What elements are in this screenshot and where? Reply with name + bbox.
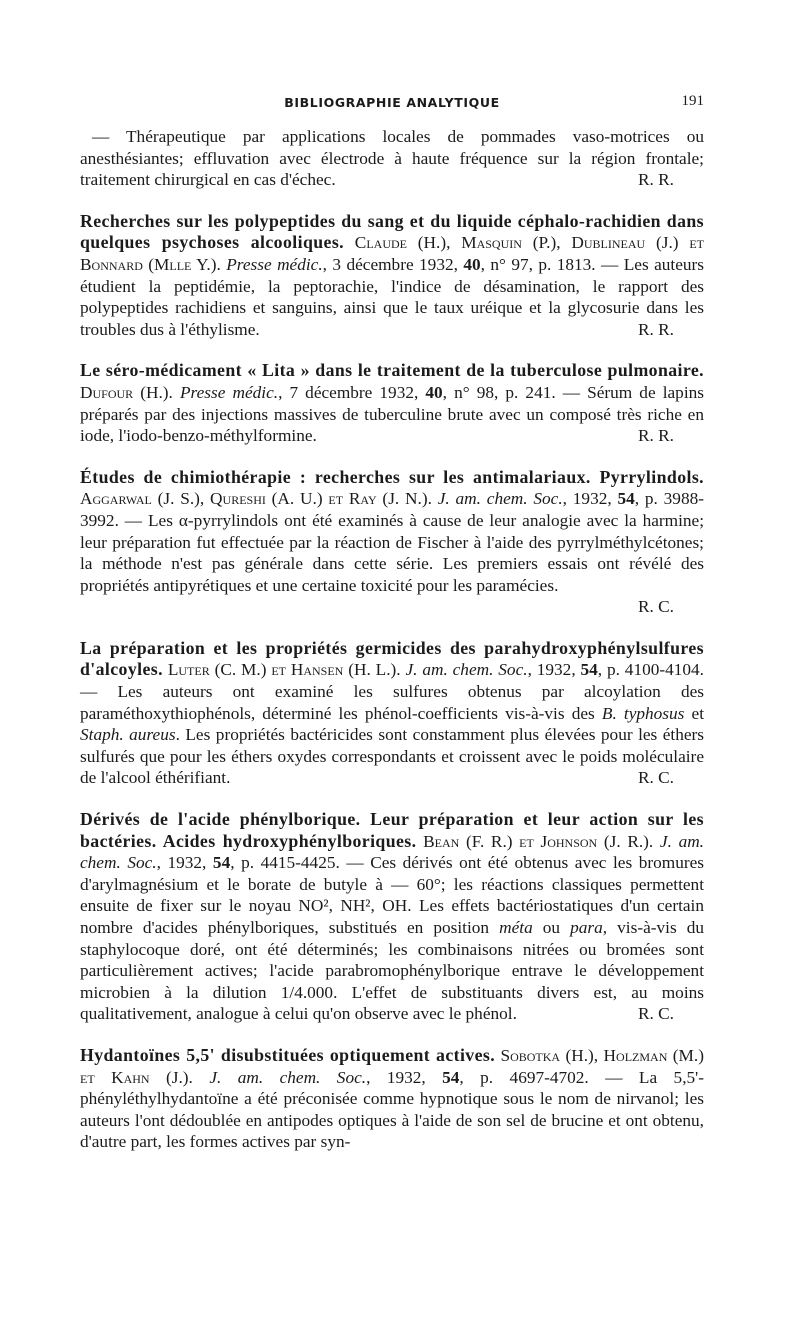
running-head — [80, 92, 704, 114]
position-term: méta — [499, 918, 533, 937]
abstract-authors: Sobotka (H.), Holzman (M.) et Kahn (J.). — [80, 1045, 704, 1087]
abstract-entry — [80, 638, 704, 789]
abstract-entry — [80, 360, 704, 446]
abstract-signature: R. C. — [637, 597, 674, 617]
abstract-title: Recherches sur les polypeptides du sang et du liquide céphalo-rachidien dans quelques psychoses alcooliques. — [80, 210, 704, 253]
citation-date: , 3 décembre 1932, — [322, 254, 464, 274]
abstract-text: — Sérum de lapins préparés par des injections massives de tuberculine brute avec un composé très riche en iode, l'iodo-benzo-méthylformine. — [80, 382, 704, 446]
abstract-signature: R. R. — [637, 426, 674, 446]
citation-date: , 1932, — [527, 660, 581, 680]
abstract-authors: Dufour (H.). — [80, 382, 173, 402]
citation-pages: , p. 4697-4702. — [459, 1067, 589, 1087]
journal-name: J. am. chem. Soc. — [437, 489, 563, 509]
abstract-text: — Les auteurs ont examiné les sulfures obtenus par alcoylation des paraméthoxythiophénols, déterminé les phénol-coefficients vis-à-vis des — [80, 682, 704, 723]
abstract-title: Dérivés de l'acide phénylborique. Leur préparation et leur action sur les bactéries. Acides hydroxyphénylboriques. — [80, 809, 704, 851]
journal-volume: 40 — [425, 382, 443, 402]
abstract-text: — La 5,5'-phényléthylhydantoïne a été préconisée comme hypnotique sous le nom de nirvanol; les auteurs l'ont dédoublée en antipodes optiques à l'aide de son sel de brucine et ont obtenu, d'autre part, les formes actives par syn- — [80, 1067, 705, 1152]
citation-date: , 1932, — [562, 489, 618, 509]
journal-name: J. am. chem. Soc. — [209, 1067, 367, 1087]
journal-name: J. am. chem. Soc. — [80, 831, 705, 873]
abstract-text: — Les α-pyrrylindols ont été examinés à cause de leur analogie avec la harmine; leur préparation fut effectuée par la réaction de Fischer à l'aide des pyrrylméthylcétones; la méthode n'est pas générale dans cette série. Les premiers essais ont révélé des propriétés antipyrétiques et une certaine toxicité pour les paramécies. — [80, 510, 704, 595]
abstract-authors: Aggarwal (J. S.), Qureshi (A. U.) et Ray (J. N.). — [80, 489, 432, 509]
citation-pages: , p. 4100-4104. — [597, 660, 704, 680]
citation-pages: , n° 98, p. 241. — [442, 382, 556, 402]
abstract-signature: R. R. — [637, 319, 674, 339]
journal-volume: 54 — [617, 489, 635, 509]
citation-date: , 1932, — [366, 1067, 443, 1087]
abstract-signature: R. C. — [637, 1004, 674, 1024]
abstract-entry — [80, 211, 704, 341]
citation-date: , 1932, — [156, 853, 213, 873]
citation-pages: , p. 4415-4425. — [230, 853, 340, 873]
abstract-signature: R. R. — [637, 170, 674, 190]
position-term: para — [570, 918, 603, 937]
abstract-authors: Bean (F. R.) et Johnson (J. R.). — [423, 831, 654, 851]
journal-volume: 54 — [442, 1067, 460, 1087]
abstract-text: — Ces dérivés ont été obtenus avec les bromures d'arylmagnésium et le borate de butyle à — 60°; les réactions classiques permettent ensuite de fixer sur le noyau NO², NH², OH. Les effets bactériostatiques d'un certain nombre d'acides phénylboriques, substitués en position — [80, 853, 704, 937]
abstract-signature: R. C. — [637, 768, 674, 788]
abstract-authors: Claude (H.), Masquin (P.), Dublineau (J.) et Bonnard (Mlle Y.). — [80, 233, 704, 274]
abstract-entry — [80, 1045, 704, 1153]
journal-volume: 54 — [580, 660, 598, 680]
journal-name: J. am. chem. Soc. — [405, 660, 528, 680]
abstract-entry — [80, 126, 704, 191]
journal-volume: 54 — [212, 853, 231, 873]
organism-name: B. typhosus — [601, 703, 685, 723]
journal-volume: 40 — [463, 254, 481, 274]
abstract-text: , vis-à-vis du staphylocoque doré, ont été déterminés; les combinaisons nitrées ou bromées sont particulièrement actives; l'acide parabromophénylborique entrave le développement microbien à la dilution 1/4.000. L'effet de substituants divers est, au moins qualitativement, analogue à celui qu'on observe avec le phénol. — [80, 918, 705, 1024]
abstract-title: Le séro-médicament « Lita » dans le traitement de la tuberculose pulmonaire. — [80, 360, 704, 381]
citation-date: , 7 décembre 1932, — [278, 382, 426, 402]
journal-name: Presse médic. — [179, 382, 279, 402]
organism-name: Staph. aureus — [80, 725, 176, 745]
abstract-authors: Luter (C. M.) et Hansen (H. L.). — [167, 660, 401, 680]
abstract-title: Hydantoïnes 5,5' disubstituées optiquement actives. — [80, 1044, 496, 1065]
abstract-text: . Les propriétés bactéricides sont constamment plus élevées pour les éthers sulfurés que pour les éthers oxydes correspondants et croissent avec le poids moléculaire de l'alcool éthérifiant. — [80, 725, 705, 788]
abstract-entry — [80, 809, 704, 1025]
abstract-entry — [80, 467, 704, 618]
abstract-text: — Les auteurs étudient la peptidémie, la peptorachie, l'indice de désamination, le rapport des polypeptides rachidiens et sanguins, ainsi que le taux uréique et la glycosurie dans les troubles dus à l'éthylisme. — [80, 254, 704, 339]
abstract-text: — Thérapeutique par applications locales de pommades vaso-motrices ou anesthésiantes; effluvation avec électrode à haute fréquence sur la région frontale; traitement chirurgical en cas d'échec. — [80, 127, 704, 190]
page-number: 191 — [681, 93, 704, 109]
citation-pages: , p. 3988-3992. — [80, 489, 704, 530]
abstract-title: La préparation et les propriétés germicides des parahydroxyphénylsulfures d'alcoyles. — [80, 637, 704, 680]
abstract-text: ou — [532, 918, 571, 937]
citation-pages: , n° 97, p. 1813. — [480, 254, 596, 274]
abstract-text: et — [684, 703, 704, 723]
abstracts — [80, 126, 704, 1173]
journal-name: Presse médic. — [226, 254, 323, 274]
running-title: BIBLIOGRAPHIE ANALYTIQUE — [284, 95, 500, 110]
abstract-title: Études de chimiothérapie : recherches sur les antimalariaux. Pyrrylindols. — [80, 466, 704, 487]
